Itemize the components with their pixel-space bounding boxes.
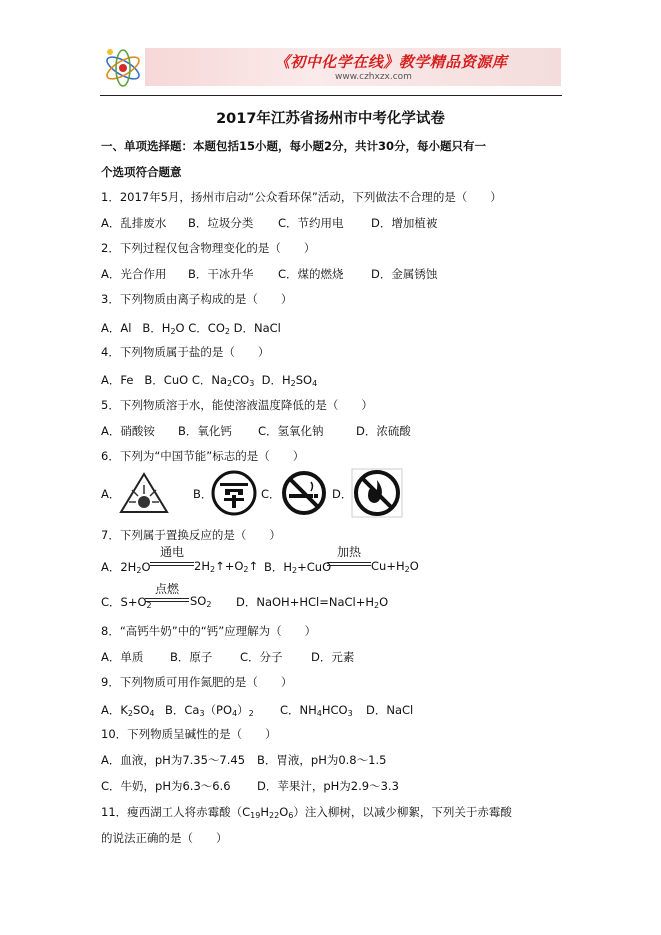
q6-sign-options bbox=[101, 468, 411, 518]
q9-stem: 9．下列物质可用作氮肥的是（ ） bbox=[101, 675, 293, 689]
q5-option-d: D．浓硫酸 bbox=[356, 424, 411, 438]
q9-option-c: C．$NH_4HCO_3$ bbox=[280, 703, 353, 718]
q7-option-b-left: B．$H_2+CuO$ bbox=[264, 560, 332, 575]
q4-option-b: B．CuO C．Na bbox=[144, 373, 228, 387]
q5-option-b: B．氧化钙 bbox=[178, 424, 232, 438]
q4-option-d: D．H bbox=[261, 373, 291, 387]
q1-options bbox=[101, 215, 437, 231]
q3-options: A．Al B．$H_2O$ C．$CO_2$ D．NaCl bbox=[101, 321, 281, 336]
atom-logo-icon bbox=[101, 40, 145, 92]
q7-b-condition: 加热 bbox=[336, 545, 361, 559]
q2-stem: 2．下列过程仅包含物理变化的是（ ） bbox=[101, 241, 316, 255]
q5-options bbox=[101, 423, 411, 439]
q1-stem: 1．2017年5月，扬州市启动“公众看环保”活动，下列做法不合理的是（ ） bbox=[101, 190, 502, 204]
q1-option-c: C．节约用电 bbox=[278, 216, 344, 230]
banner-url: www.czhxzx.com bbox=[335, 72, 412, 82]
q11-stem-line1: 11．瘦西湖工人将赤霉酸$(C_{19}H_{22}O_6)$注入柳树，以减少柳絮，下列关于赤霉酸 bbox=[101, 805, 512, 820]
q5-option-a: A．硝酸铵 bbox=[101, 424, 155, 438]
q3-option-d: D．NaCl bbox=[233, 321, 281, 335]
no-smoking-icon bbox=[281, 470, 327, 519]
q8-option-c: C．分子 bbox=[240, 650, 283, 664]
q10-option-c: C．牛奶，pH为6.3～6.6 bbox=[101, 779, 231, 793]
q10-options-cd bbox=[101, 778, 399, 794]
explosive-warning-icon bbox=[119, 472, 169, 517]
section-heading-line2: 个选项符合题意 bbox=[101, 165, 182, 179]
q4-option-a: A．Fe bbox=[101, 373, 134, 387]
q10-stem: 10．下列物质呈碱性的是（ ） bbox=[101, 727, 277, 741]
q10-option-a: A．血液，pH为7.35～7.45 bbox=[101, 753, 246, 767]
q5-option-c: C．氢氧化钠 bbox=[258, 424, 324, 438]
q7-stem: 7．下列属于置换反应的是（ ） bbox=[101, 528, 281, 542]
q2-options bbox=[101, 266, 437, 282]
q1-option-b: B．垃圾分类 bbox=[188, 216, 254, 230]
q9-option-d: D．NaCl bbox=[366, 703, 414, 717]
q6-label-d: D． bbox=[332, 487, 353, 501]
banner-title: 《初中化学在线》教学精品资源库 bbox=[274, 53, 508, 71]
q8-option-d: D．元素 bbox=[311, 650, 355, 664]
q7-option-c-right: $SO_2$ bbox=[190, 594, 212, 609]
q4-options: A．Fe B．CuO C．$Na_2CO_3$ D．$H_2SO_4$ bbox=[101, 373, 318, 388]
q5-stem: 5．下列物质溶于水，能使溶液温度降低的是（ ） bbox=[101, 398, 373, 412]
q6-stem: 6．下列为“中国节能”标志的是（ ） bbox=[101, 449, 305, 463]
q3-option-a: A．Al bbox=[101, 321, 132, 335]
q8-stem: 8．“高钙牛奶”中的“钙”应理解为（ ） bbox=[101, 624, 317, 638]
q7-b-reaction-bar bbox=[327, 562, 371, 566]
section-heading-line1: 一、单项选择题：本题包括15小题，每小题2分，共计30分，每小题只有一 bbox=[101, 139, 487, 153]
q7-option-c-left: C．$S+O_2$ bbox=[101, 595, 152, 610]
q7-c-condition: 点燃 bbox=[154, 582, 179, 596]
q7-option-b-right: $Cu+H_2O$ bbox=[371, 559, 419, 574]
q9-option-a: A．$K_2SO_4$ bbox=[101, 703, 155, 718]
q9-option-b: B．$Ca_3(PO_4)_2$ bbox=[165, 703, 254, 718]
q2-option-c: C．煤的燃烧 bbox=[278, 267, 344, 281]
q7-option-a-left: A．$2H_2O$ bbox=[101, 560, 151, 575]
q10-option-b: B．胃液，pH为0.8～1.5 bbox=[257, 753, 387, 767]
no-fire-icon bbox=[351, 468, 403, 521]
q7-a-reaction-bar bbox=[150, 562, 194, 566]
q6-label-c: C． bbox=[261, 487, 281, 501]
banner-strip bbox=[145, 48, 561, 86]
q7-a-condition: 通电 bbox=[159, 545, 184, 559]
q1-option-a: A．乱排废水 bbox=[101, 216, 167, 230]
page-title: 2017年江苏省扬州市中考化学试卷 bbox=[216, 111, 445, 127]
q8-options bbox=[101, 649, 354, 665]
q8-option-b: B．原子 bbox=[170, 650, 213, 664]
energy-saving-logo-icon bbox=[211, 470, 257, 519]
q6-label-a: A． bbox=[101, 487, 121, 501]
q9-options bbox=[101, 702, 413, 718]
q6-label-b: B． bbox=[193, 487, 213, 501]
q2-option-b: B．干冰升华 bbox=[188, 267, 254, 281]
q7-option-d: D．$NaOH+HCl=NaCl+H_2O$ bbox=[236, 595, 389, 610]
q2-option-d: D．金属锈蚀 bbox=[371, 267, 438, 281]
q1-option-d: D．增加植被 bbox=[371, 216, 438, 230]
resource-banner bbox=[101, 40, 561, 92]
q7-option-a-right: $2H_2↑+O_2↑$ bbox=[194, 559, 259, 574]
q10-option-d: D．苹果汁，pH为2.9～3.3 bbox=[257, 779, 399, 793]
q3-option-b: B．H bbox=[142, 321, 171, 335]
q3-stem: 3．下列物质由离子构成的是（ ） bbox=[101, 292, 293, 306]
header-divider bbox=[100, 95, 562, 96]
q7-c-reaction-bar bbox=[145, 598, 189, 602]
q8-option-a: A．单质 bbox=[101, 650, 144, 664]
q4-stem: 4．下列物质属于盐的是（ ） bbox=[101, 345, 270, 359]
q11-stem-line2: 的说法正确的是（ ） bbox=[101, 831, 228, 845]
q2-option-a: A．光合作用 bbox=[101, 267, 167, 281]
q10-options-ab bbox=[101, 752, 386, 768]
